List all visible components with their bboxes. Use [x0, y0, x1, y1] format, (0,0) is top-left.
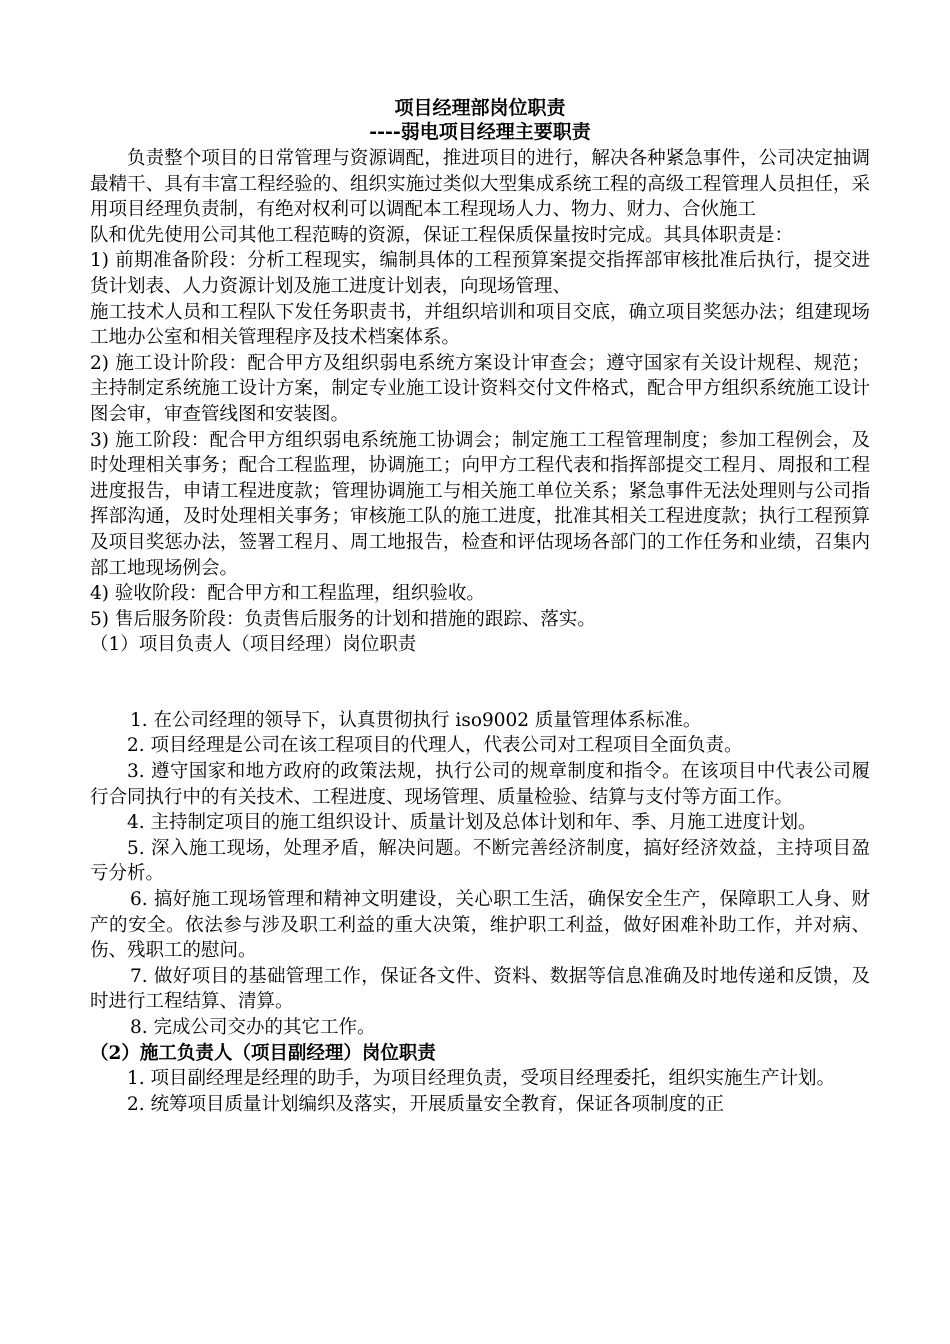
phase-1-text: 1) 前期准备阶段：分析工程现实，编制具体的工程预算案提交指挥部审核批准后执行，提交进货计划表、人力资源计划及施工进度计划表，向现场管理、 — [90, 250, 870, 297]
section-2-item: 1. 项目副经理是经理的助手，为项目经理负责，受项目经理委托，组织实施生产计划。 — [127, 1068, 836, 1090]
section-1-item: 2. 项目经理是公司在该工程项目的代理人，代表公司对工程项目全面负责。 — [127, 735, 743, 757]
document-subtitle: ----弱电项目经理主要职责 — [369, 121, 591, 143]
phase-2-text: 2) 施工设计阶段：配合甲方及组织弱电系统方案设计审查会；遵守国家有关设计规程、规范；主持制定系统施工设计方案，制定专业施工设计资料交付文件格式，配合甲方组织系统施工设计图会审，审查管线图和安装图。 — [90, 352, 870, 425]
section-2-item: 2. 统筹项目质量计划编织及落实，开展质量安全教育，保证各项制度的正 — [127, 1093, 725, 1115]
section-1-item: 4. 主持制定项目的施工组织设计、质量计划及总体计划和年、季、月施工进度计划。 — [127, 812, 817, 834]
phase-1-text-continued: 施工技术人员和工程队下发任务职责书，并组织培训和项目交底，确立项目奖惩办法；组建现场工地办公室和相关管理程序及技术档案体系。 — [90, 301, 870, 349]
section-1-item: 3. 遵守国家和地方政府的政策法规，执行公司的规章制度和指令。在该项目中代表公司履行合同执行中的有关技术、工程进度、现场管理、质量检验、结算与支付等方面工作。 — [90, 761, 870, 808]
intro-paragraph: 负责整个项目的日常管理与资源调配，推进项目的进行，解决各种紧急事件，公司决定抽调最精干、具有丰富工程经验的、组织实施过类似大型集成系统工程的高级工程管理人员担任，采用项目经理负责制，有绝对权利可以调配本工程现场人力、物力、财力、合伙施工 — [90, 148, 870, 221]
section-2-heading: （2）施工负责人（项目副经理）岗位职责 — [90, 1042, 436, 1064]
phase-4-text: 4) 验收阶段：配合甲方和工程监理，组织验收。 — [90, 583, 485, 605]
document-title: 项目经理部岗位职责 — [394, 97, 566, 119]
section-1-item: 6. 搞好施工现场管理和精神文明建设，关心职工生活，确保安全生产，保障职工人身、财产的安全。依法参与涉及职工利益的重大决策，维护职工利益，做好困难补助工作，并对病、伤、残职工的慰问。 — [90, 889, 870, 962]
section-1-item: 7. 做好项目的基础管理工作，保证各文件、资料、数据等信息准确及时地传递和反馈，及时进行工程结算、清算。 — [90, 965, 870, 1013]
document-page — [90, 96, 870, 1117]
section-1-item: 8. 完成公司交办的其它工作。 — [130, 1017, 376, 1038]
phase-3-text: 3) 施工阶段：配合甲方组织弱电系统施工协调会；制定施工工程管理制度；参加工程例会，及时处理相关事务；配合工程监理，协调施工；向甲方工程代表和指挥部提交工程月、周报和工程进度报告，申请工程进度款；管理协调施工与相关施工单位关系；紧急事件无法处理则与公司指挥部沟通，及时处理相关事务；审核施工队的施工进度，批准其相关工程进度款；执行工程预算及项目奖惩办法，签署工程月、周工地报告，检查和评估现场各部门的工作任务和业绩，召集内部工地现场例会。 — [90, 429, 870, 579]
section-1-heading: （1）项目负责人（项目经理）岗位职责 — [90, 634, 417, 656]
phase-5-text: 5) 售后服务阶段：负责售后服务的计划和措施的跟踪、落实。 — [90, 608, 596, 630]
blank-gap — [90, 658, 870, 708]
section-1-item: 1. 在公司经理的领导下，认真贯彻执行 iso9002 质量管理体系标准。 — [130, 709, 702, 731]
intro-paragraph-continued: 队和优先使用公司其他工程范畴的资源，保证工程保质保量按时完成。其具体职责是： — [90, 224, 794, 246]
section-1-item: 5. 深入施工现场，处理矛盾，解决问题。不断完善经济制度，搞好经济效益，主持项目盈亏分析。 — [90, 837, 870, 885]
